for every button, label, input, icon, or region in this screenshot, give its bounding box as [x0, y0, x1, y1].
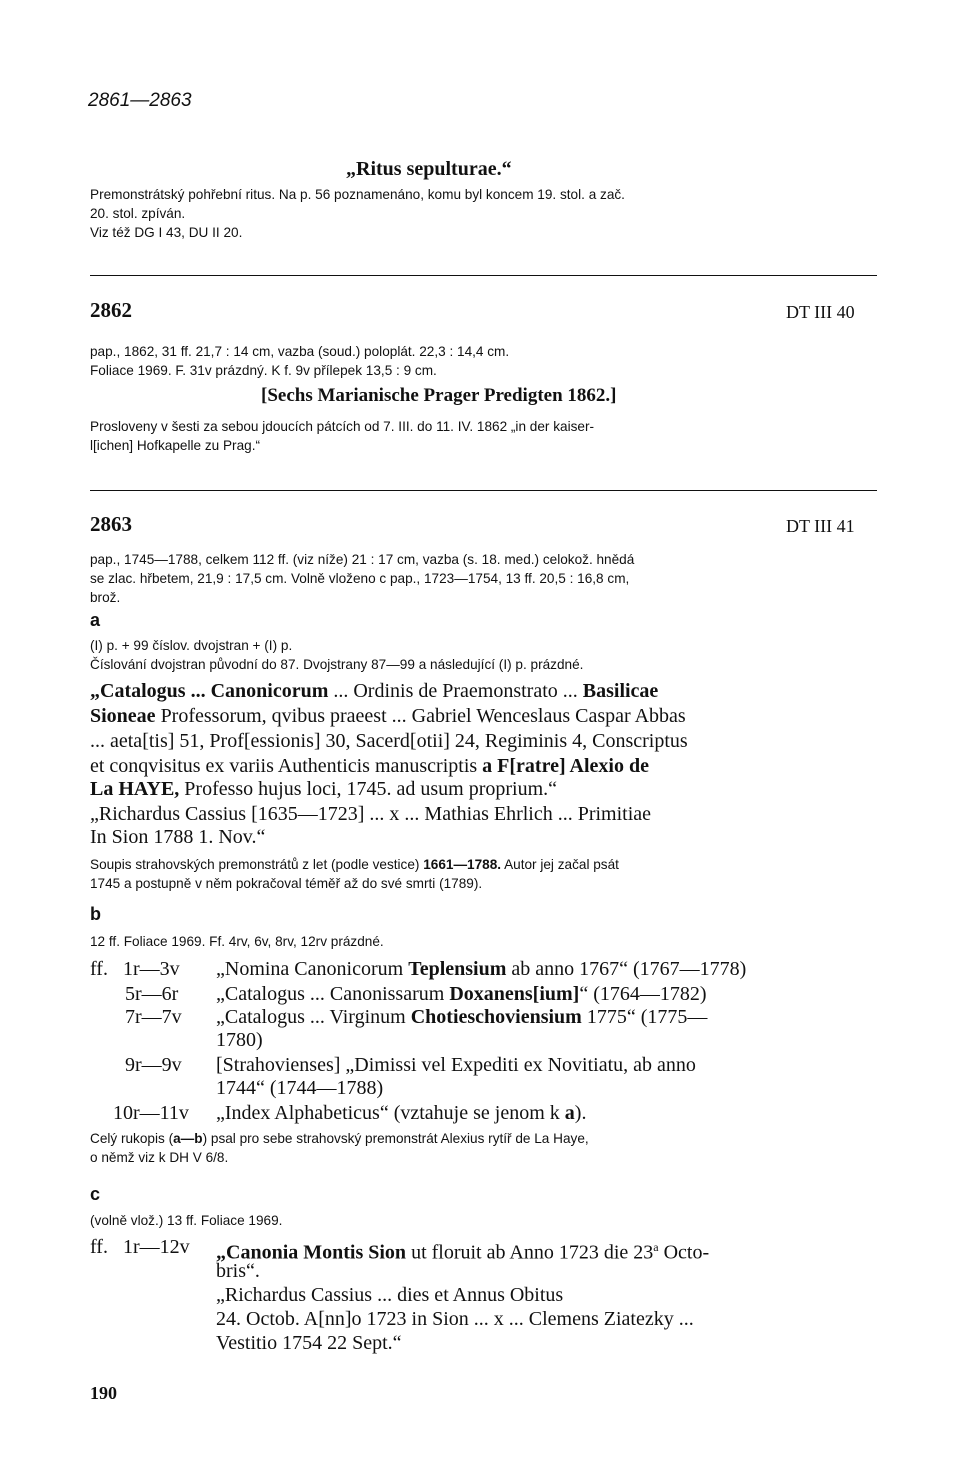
part-b-note-1 [90, 1130, 589, 1148]
part-b-item-4-cont: 1744“ (1744—1788) [216, 1077, 384, 1099]
part-b-item-3-pre: „Catalogus ... Virginum [216, 1006, 411, 1028]
part-b-item-3-post: 1775“ (1775— [581, 1006, 708, 1028]
part-c-octo: Octo- [658, 1241, 710, 1264]
part-b-item-3-range: 7r—7v [125, 1006, 182, 1028]
entry-2863-line-2: se zlac. hřbetem, 21,9 : 17,5 cm. Volně vloženo c pap., 1723—1754, 13 ff. 20,5 : 16,8 cm, [90, 571, 630, 586]
part-b-note-1a: Celý rukopis ( [90, 1131, 174, 1146]
part-a-note-1c: Autor jej začal psát [501, 857, 619, 872]
part-a-title-professo: Professo hujus loci, 1745. ad usum proprium.“ [179, 778, 558, 800]
part-b-desc: 12 ff. Foliace 1969. Ff. 4rv, 6v, 8rv, 12rv prázdné. [90, 934, 384, 949]
part-b-item-5-post: ). [574, 1102, 587, 1124]
divider-1 [90, 275, 877, 276]
part-b-item-4-text: [Strahovienses] „Dimissi vel Expediti ex Novitiatu, ab anno [216, 1054, 696, 1076]
entry-2862-line-1: pap., 1862, 31 ff. 21,7 : 14 cm, vazba (soud.) poloplát. 22,3 : 14,4 cm. [90, 344, 510, 359]
entry-2862-signature: DT III 40 [786, 302, 855, 322]
part-a-line-2: Číslování dvojstran původní do 87. Dvojstrany 87—99 a následující (I) p. prázdné. [90, 657, 584, 672]
part-b-note-1b: a—b [173, 1131, 203, 1146]
entry-2861-line-1: Premonstrátský pohřební ritus. Na p. 56 poznamenáno, komu byl koncem 19. stol. a zač. [90, 187, 625, 202]
part-c-floruit: ut floruit ab Anno 1723 die 23 [406, 1241, 654, 1264]
part-b-item-1-bold: Teplensium [408, 958, 507, 980]
part-b-item-3-cont: 1780) [216, 1029, 263, 1051]
entry-2863-line-1: pap., 1745—1788, celkem 112 ff. (viz níže) 21 : 17 cm, vazba (s. 18. med.) celokož. hnědá [90, 552, 635, 567]
entry-2861-title: „Ritus sepulturae.“ [346, 158, 512, 180]
part-a-title-catalogus: „Catalogus ... Canonicorum [90, 680, 329, 702]
part-a-note-1 [90, 856, 619, 874]
part-b-note-1c: ) psal pro sebe strahovský premonstrát Alexius rytíř de La Haye, [202, 1131, 589, 1146]
part-a-incipit-line-1: „Richardus Cassius [1635—1723] ... x ... Mathias Ehrlich ... Primitiae [90, 803, 652, 825]
part-b-item-2-range: 5r—6r [125, 983, 179, 1005]
part-b-note-2: o němž viz k DH V 6/8. [90, 1150, 229, 1165]
part-b-item-2-text [216, 983, 707, 1006]
divider-2 [90, 490, 877, 491]
part-b-item-2-post: “ (1764—1782) [579, 983, 707, 1005]
entry-2862-desc-2: l[ichen] Hofkapelle zu Prag.“ [90, 438, 261, 453]
part-a-title-line-4 [90, 755, 649, 778]
part-a-incipit-line-2: In Sion 1788 1. Nov.“ [90, 826, 266, 848]
entry-2863-signature: DT III 41 [786, 516, 855, 536]
part-a-title-line-3: ... aeta[tis] 51, Prof[essionis] 30, Sacerd[otii] 24, Regiminis 4, Conscriptus [90, 730, 688, 752]
part-a-title-line-2 [90, 705, 686, 728]
part-a-title-line-1 [90, 680, 658, 703]
part-a-title-sioneae: Sioneae [90, 705, 156, 727]
part-a-note-1b: 1661—1788. [423, 857, 502, 872]
entry-2861-line-3: Viz též DG I 43, DU II 20. [90, 225, 243, 240]
part-a-title-basilicae: Basilicae [582, 680, 659, 702]
part-a-line-1: (I) p. + 99 číslov. dvojstran + (I) p. [90, 638, 293, 653]
part-b-item-5-bold: a [564, 1102, 575, 1124]
part-a-letter: a [90, 610, 101, 630]
part-a-title-la-haye: La HAYE, [90, 778, 180, 800]
running-title: 2861—2863 [88, 90, 192, 111]
part-b-item-1-pre: „Nomina Canonicorum [216, 958, 409, 980]
part-c-line-3: „Richardus Cassius ... dies et Annus Obitus [216, 1284, 564, 1306]
part-b-item-3-text [216, 1006, 707, 1029]
part-b-item-2-bold: Doxanens[ium] [449, 983, 580, 1005]
part-c-letter: c [90, 1184, 101, 1204]
part-a-title-ordinis: ... Ordinis de Praemonstrato ... [328, 680, 583, 702]
part-b-item-5-text [216, 1102, 586, 1125]
part-a-title-alexio: a F[ratre] Alexio de [482, 755, 649, 777]
part-c-range: 1r—12v [123, 1236, 190, 1258]
part-c-line-5: Vestitio 1754 22 Sept.“ [216, 1332, 402, 1354]
entry-2863-number: 2863 [90, 512, 132, 536]
part-b-item-1-text [216, 958, 746, 981]
part-b-item-5-range: 10r—11v [113, 1102, 189, 1124]
part-a-title-conqvisitus: et conqvisitus ex variis Authenticis manuscriptis [90, 755, 483, 777]
entry-2862-title: [Sechs Marianische Prager Predigten 1862.] [261, 385, 617, 406]
part-c-canonia: „Canonia Montis Sion [216, 1241, 407, 1264]
part-b-item-3-bold: Chotieschoviensium [410, 1006, 582, 1028]
part-c-desc: (volně vlož.) 13 ff. Foliace 1969. [90, 1213, 283, 1228]
part-b-item-4-range: 9r—9v [125, 1054, 182, 1076]
part-a-note-1a: Soupis strahovských premonstrátů z let (podle vestice) [90, 857, 424, 872]
part-a-note-2: 1745 a postupně v něm pokračoval téměř až do své smrti (1789). [90, 876, 483, 891]
page-number: 190 [90, 1383, 117, 1403]
entry-2862-desc-1: Prosloveny v šesti za sebou jdoucích pátcích od 7. III. do 11. IV. 1862 „in der kaiser- [90, 419, 595, 434]
part-b-item-2-pre: „Catalogus ... Canonissarum [216, 983, 450, 1005]
entry-2863-line-3: brož. [90, 590, 121, 605]
part-c-line-4: 24. Octob. A[nn]o 1723 in Sion ... x ... Clemens Ziatezky ... [216, 1308, 694, 1330]
part-c-line-2: bris“. [216, 1260, 260, 1282]
part-c-line-1 [216, 1236, 709, 1265]
entry-2862-number: 2862 [90, 298, 132, 322]
part-b-ff-label: ff. [90, 958, 108, 980]
part-c-ff-label: ff. [90, 1236, 108, 1258]
part-b-item-5-pre: „Index Alphabeticus“ (vztahuje se jenom k [216, 1102, 565, 1124]
part-a-title-professorum: Professorum, qvibus praeest ... Gabriel Wenceslaus Caspar Abbas [155, 705, 686, 727]
part-b-item-1-range: 1r—3v [123, 958, 180, 980]
part-b-letter: b [90, 904, 101, 924]
part-b-item-1-post: ab anno 1767“ (1767—1778) [506, 958, 747, 980]
part-a-title-line-5 [90, 778, 557, 801]
entry-2862-line-2: Foliace 1969. F. 31v prázdný. K f. 9v přílepek 13,5 : 9 cm. [90, 363, 437, 378]
part-c-superscript: a [653, 1240, 659, 1254]
entry-2861-line-2: 20. stol. zpíván. [90, 206, 186, 221]
